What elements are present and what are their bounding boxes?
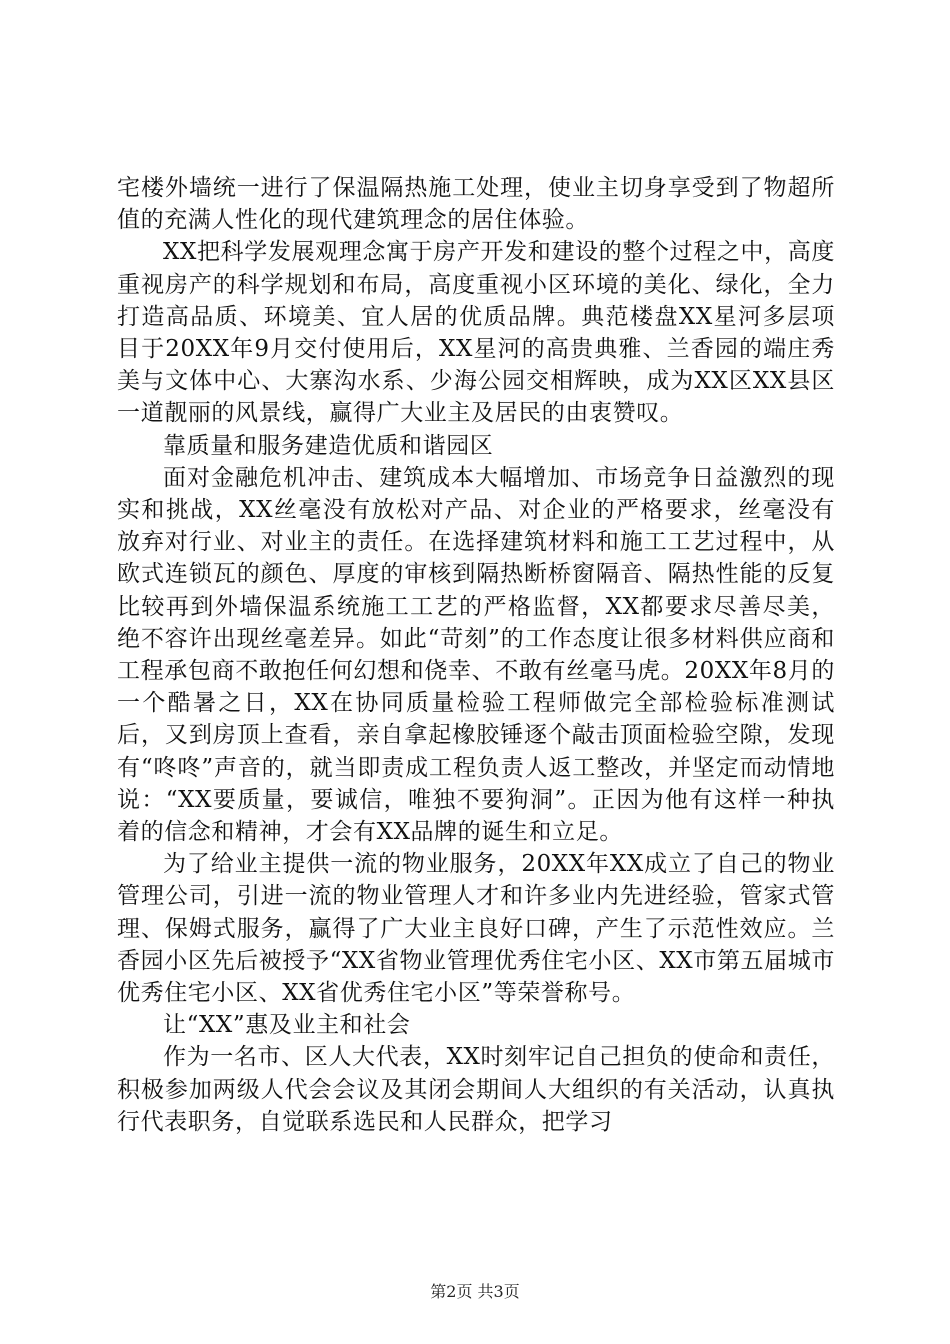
section-heading-benefit-society: 让“XX”惠及业主和社会 bbox=[163, 1012, 411, 1039]
paragraph-quality-control: 面对金融危机冲击、建筑成本大幅增加、市场竞争日益激烈的现实和挑战，XX丝毫没有放松对产品、对企业的严格要求，丝毫没有放弃对行业、对业主的责任。在选择建筑材料和施工工艺过程中，从欧式连锁瓦的颜色、厚度的审核到隔热断桥窗隔音、隔热性能的反复比较再到外墙保温系统施工工艺的严格监督，XX都要求尽善尽美，绝不容许出现丝毫差异。如此“苛刻”的工作态度让很多材料供应商和工程承包商不敢抱任何幻想和侥幸、不敢有丝毫马虎。20XX年8月的一个酷暑之日，XX在协同质量检验工程师做完全部检验标准测试后，又到房顶上查看，亲自拿起橡胶锤逐个敲击顶面检验空隙，发现有“咚咚”声音的，就当即责成工程负责人返工整改，并坚定而动情地说：“XX要质量，要诚信，唯独不要狗洞”。正因为他有这样一种执着的信念和精神，才会有XX品牌的诞生和立足。 bbox=[117, 464, 835, 846]
paragraph-property-service: 为了给业主提供一流的物业服务，20XX年XX成立了自己的物业管理公司，引进一流的物业管理人才和许多业内先进经验，管家式管理、保姆式服务，赢得了广大业主良好口碑，产生了示范性效应。兰香园小区先后被授予“XX省物业管理优秀住宅小区、XX市第五届城市优秀住宅小区、XX省优秀住宅小区”等荣誉称号。 bbox=[117, 851, 835, 1007]
page-number-label: 第2页 共3页 bbox=[430, 1282, 520, 1301]
page-footer bbox=[0, 1279, 950, 1302]
paragraph-continuation: 宅楼外墙统一进行了保温隔热施工处理，使业主切身享受到了物超所值的充满人性化的现代建筑理念的居住体验。 bbox=[117, 175, 835, 234]
paragraph-peoples-congress: 作为一名市、区人大代表，XX时刻牢记自己担负的使命和责任，积极参加两级人代会会议及其闭会期间人大组织的有关活动，认真执行代表职务，自觉联系选民和人民群众，把学习 bbox=[117, 1044, 835, 1135]
document-body bbox=[117, 172, 835, 1138]
paragraph-scientific-development: XX把科学发展观理念寓于房产开发和建设的整个过程之中，高度重视房产的科学规划和布局，高度重视小区环境的美化、绿化，全力打造高品质、环境美、宜人居的优质品牌。典范楼盘XX星河多层项目于20XX年9月交付使用后，XX星河的高贵典雅、兰香园的端庄秀美与文体中心、大寨沟水系、少海公园交相辉映，成为XX区XX县区一道靓丽的风景线，赢得广大业主及居民的由衷赞叹。 bbox=[117, 239, 835, 427]
section-heading-quality-service: 靠质量和服务建造优质和谐园区 bbox=[163, 432, 494, 459]
